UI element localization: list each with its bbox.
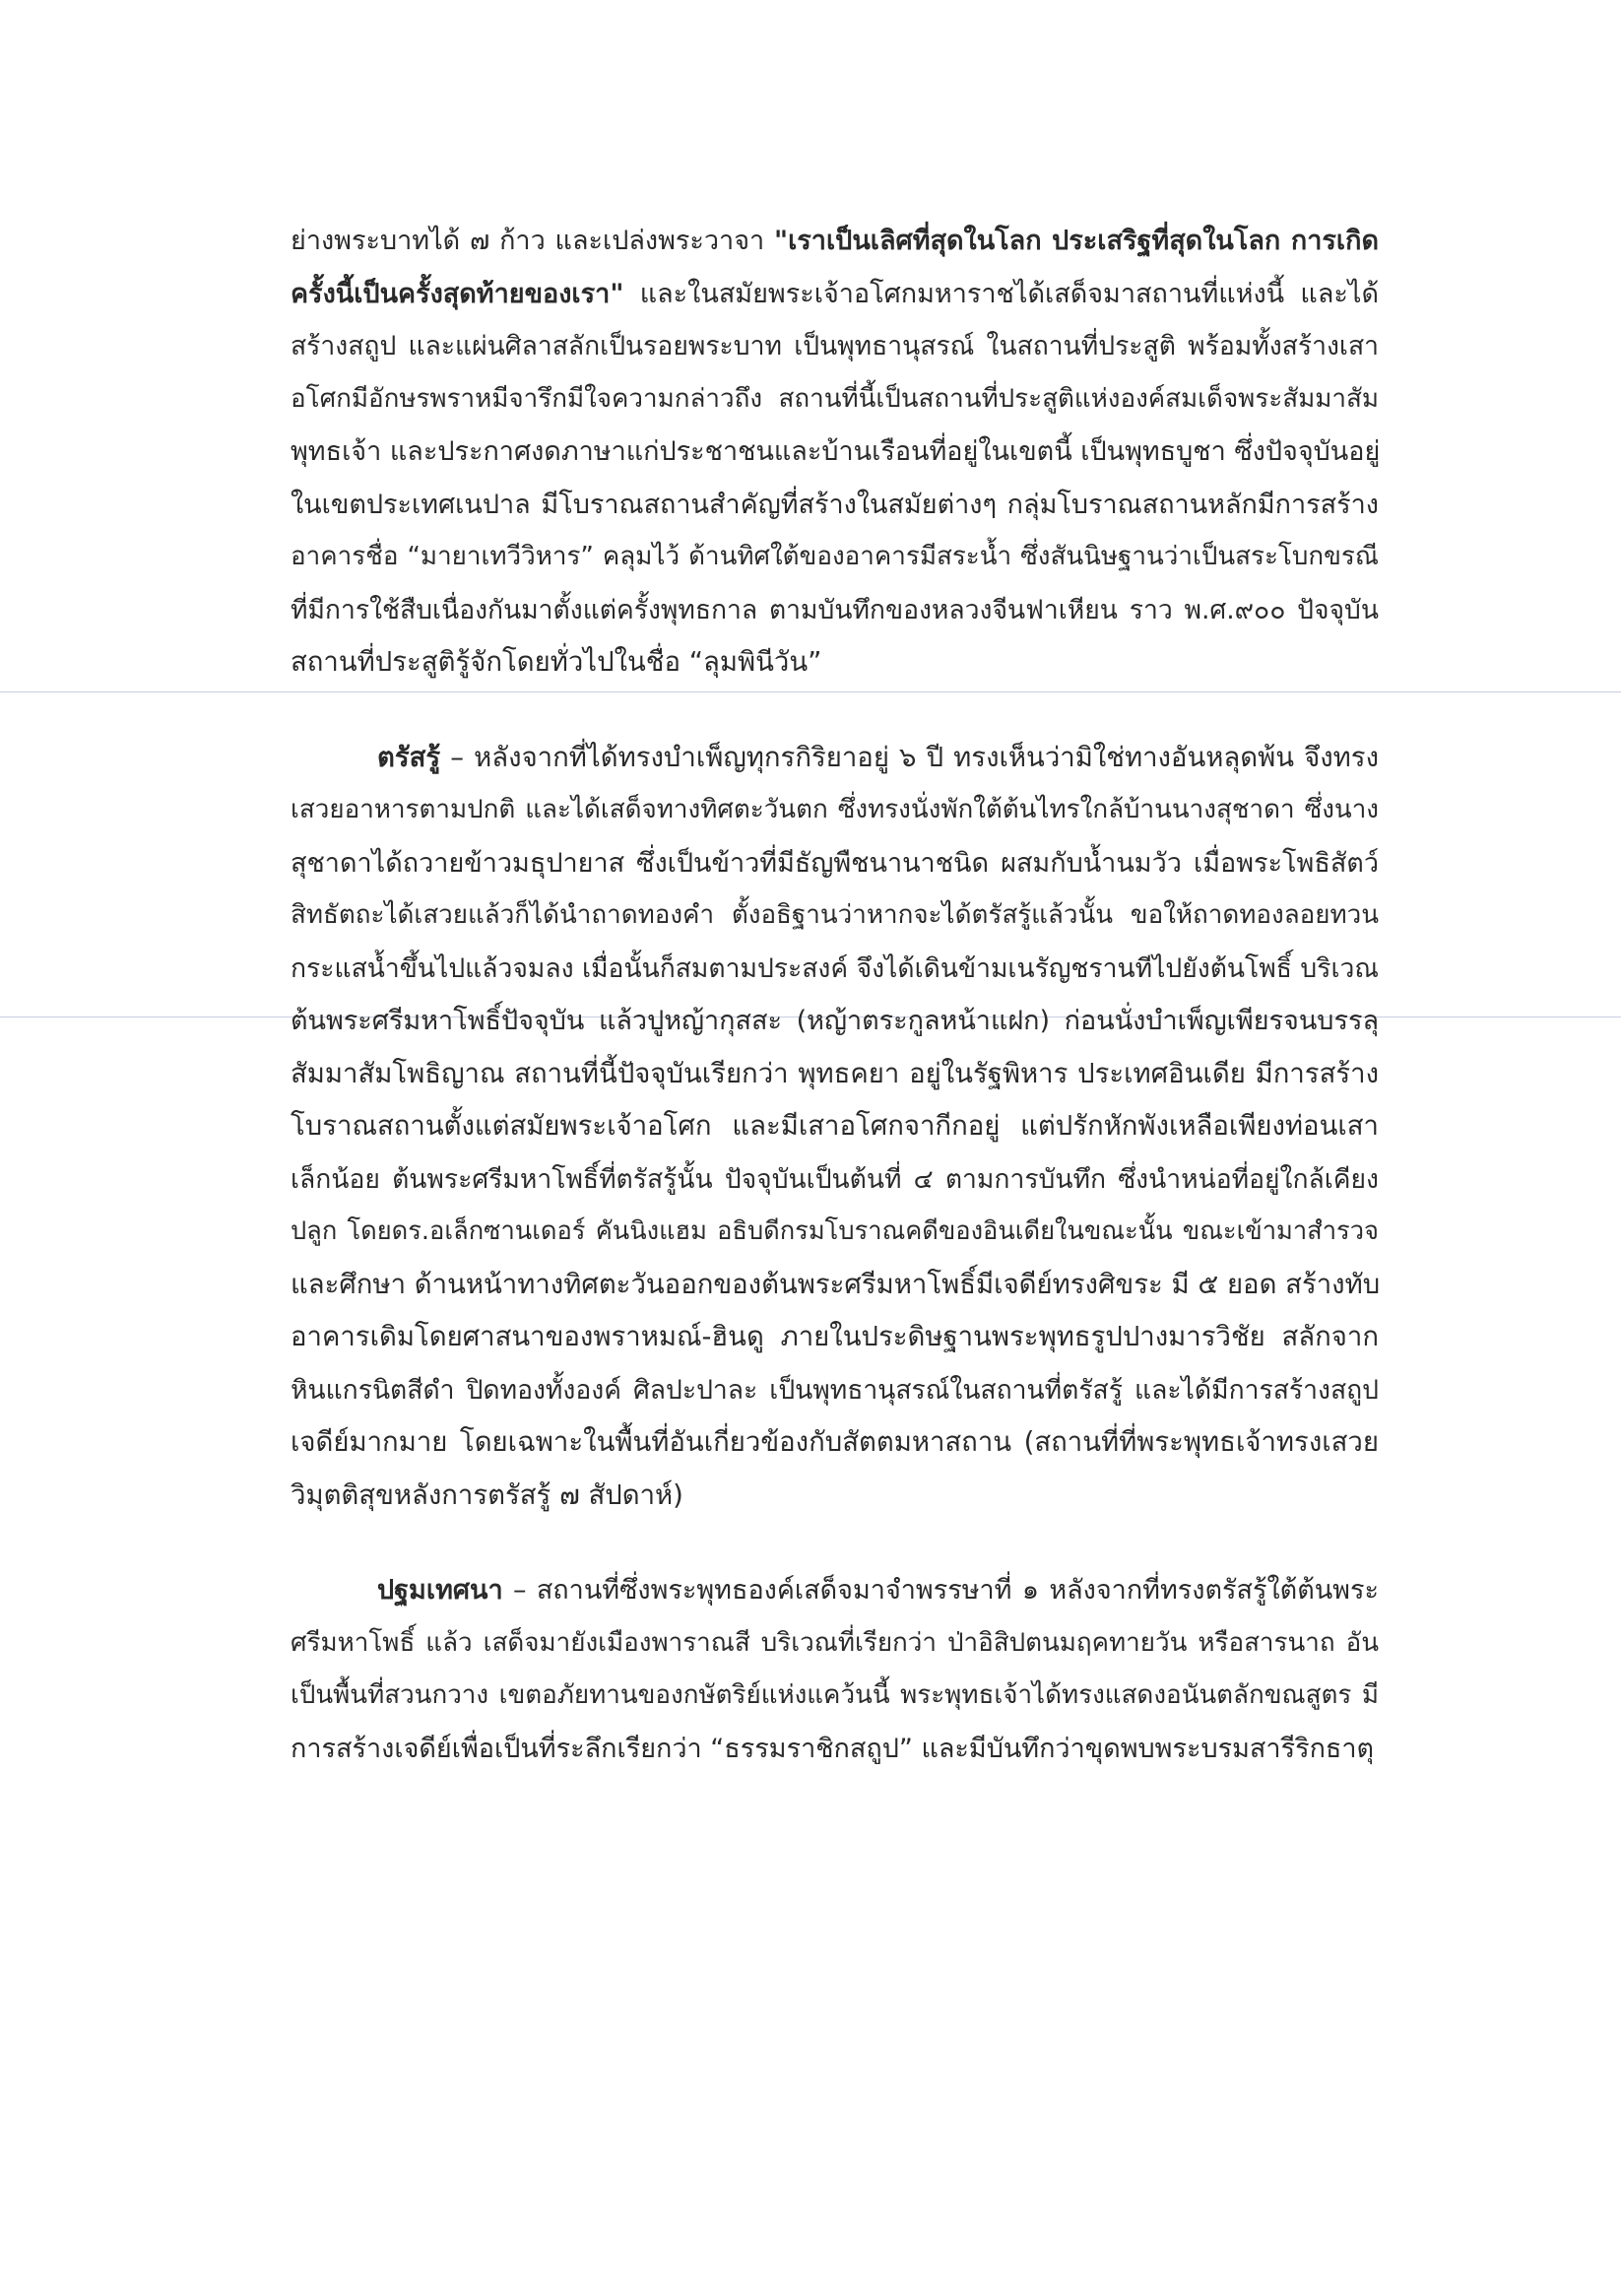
text-line [291, 215, 1379, 268]
text-run: เล็กน้อย ต้นพระศรีมหาโพธิ์ที่ตรัสรู้นั้น ปัจจุบันเป็นต้นที่ ๔ ตามการบันทึก ซึ่งนำหน่อที่อยู่ใกล้เคียง [291, 1163, 1379, 1195]
text-line [291, 1364, 1379, 1417]
text-run: หินแกรนิตสีดำ ปิดทองทั้งองค์ ศิลปะปาละ เป็นพุทธานุสรณ์ในสถานที่ตรัสรู้ และได้มีการสร้างสถูป [291, 1374, 1379, 1406]
paragraph [291, 732, 1379, 1523]
text-run: สถานที่ประสูติรู้จักโดยทั่วไปในชื่อ “ลุมพินีวัน” [291, 646, 822, 678]
text-line [291, 1100, 1379, 1153]
text-run: วิมุตติสุขหลังการตรัสรู้ ๗ สัปดาห์) [291, 1478, 683, 1511]
document-body [291, 215, 1379, 1775]
text-line [291, 995, 1379, 1048]
text-run: ปลูก โดยดร.อเล็กซานเดอร์ คันนิงแฮม อธิบดีกรมโบราณคดีของอินเดียในขณะนั้น ขณะเข้ามาสำรวจ [291, 1216, 1379, 1246]
text-line [291, 889, 1379, 943]
text-line [291, 1048, 1379, 1101]
text-run: – หลังจากที่ได้ทรงบำเพ็ญทุกรกิริยาอยู่ ๖ ปี ทรงเห็นว่ามิใช่ทางอันหลุดพ้น จึงทรง [440, 741, 1379, 773]
text-line [291, 1617, 1379, 1671]
text-run: ศรีมหาโพธิ์ แล้ว เสด็จมายังเมืองพาราณสี บริเวณที่เรียกว่า ป่าอิสิปตนมฤคทายวัน หรือสารนาถ อัน [291, 1627, 1379, 1658]
text-line [291, 1259, 1379, 1312]
text-line [291, 426, 1379, 479]
paragraph [291, 215, 1379, 689]
bold-text: ครั้งนี้เป็นครั้งสุดท้ายของเรา" [291, 278, 624, 309]
text-run: – สถานที่ซึ่งพระพุทธองค์เสด็จมาจำพรรษาที่ ๑ หลังจากที่ทรงตรัสรู้ใต้ต้นพระ [502, 1575, 1379, 1606]
text-line [291, 268, 1379, 321]
text-run: โบราณสถานตั้งแต่สมัยพระเจ้าอโศก และมีเสาอโศกจากีกอยู่ แต่ปรักหักพังเหลือเพียงท่อนเสา [291, 1110, 1379, 1142]
text-run: อาคารเดิมโดยศาสนาของพราหมณ์-ฮินดู ภายในประดิษฐานพระพุทธรูปปางมารวิชัย สลักจาก [291, 1321, 1379, 1352]
text-run: และในสมัยพระเจ้าอโศกมหาราชได้เสด็จมาสถานที่แห่งนี้ และได้ [623, 278, 1379, 309]
text-line [291, 732, 1379, 785]
text-line [291, 1670, 1379, 1723]
text-run: พุทธเจ้า และประกาศงดภาษาแก่ประชาชนและบ้านเรือนที่อยู่ในเขตนี้ เป็นพุทธบูชา ซึ่งปัจจุบันอยู่ [291, 436, 1381, 467]
bold-text: "เราเป็นเลิศที่สุดในโลก ประเสริฐที่สุดในโลก การเกิด [774, 226, 1379, 256]
text-line [291, 1206, 1379, 1259]
text-line [291, 1564, 1379, 1617]
text-line [291, 837, 1379, 890]
text-line [291, 636, 1379, 689]
text-run: ในเขตประเทศเนปาล มีโบราณสถานสำคัญที่สร้างในสมัยต่างๆ กลุ่มโบราณสถานหลักมีการสร้าง [291, 489, 1379, 520]
text-run: เจดีย์มากมาย โดยเฉพาะในพื้นที่อันเกี่ยวข้องกับสัตตมหาสถาน (สถานที่ที่พระพุทธเจ้าทรงเสวย [291, 1426, 1379, 1458]
text-run: อาคารชื่อ “มายาเทวีวิหาร” คลุมไว้ ด้านทิศใต้ของอาคารมีสระน้ำ ซึ่งสันนิษฐานว่าเป็นสระโบกขรณี [291, 542, 1379, 571]
text-run: เสวยอาหารตามปกติ และได้เสด็จทางทิศตะวันตก ซึ่งทรงนั่งพักใต้ต้นไทรใกล้บ้านนางสุชาดา ซึ่งนาง [291, 795, 1379, 824]
paragraph-gap [291, 689, 1379, 732]
text-line [291, 1153, 1379, 1207]
text-run: กระแสน้ำขึ้นไปแล้วจมลง เมื่อนั้นก็สมตามประสงค์ จึงได้เดินข้ามเนรัญชรานทีไปยังต้นโพธิ์ บริเวณ [291, 952, 1379, 984]
bold-text: ตรัสรู้ [377, 741, 441, 773]
text-run: อโศกมีอักษรพราหมีจารึกมีใจความกล่าวถึง สถานที่นี้เป็นสถานที่ประสูติแห่งองค์สมเด็จพระสัมมาสัม [291, 383, 1379, 414]
text-line [291, 531, 1379, 584]
text-run: เป็นพื้นที่สวนกวาง เขตอภัยทานของกษัตริย์แห่งแคว้นนี้ พระพุทธเจ้าได้ทรงแสดงอนันตลักขณสูตร มี [291, 1680, 1379, 1710]
text-run: สิทธัตถะได้เสวยแล้วก็ได้นำถาดทองคำ ตั้งอธิฐานว่าหากจะได้ตรัสรู้แล้วนั้น ขอให้ถาดทองลอยทวน [291, 900, 1379, 930]
text-line [291, 373, 1379, 426]
text-run: ย่างพระบาทได้ ๗ ก้าว และเปล่งพระวาจา [291, 226, 774, 256]
text-run: การสร้างเจดีย์เพื่อเป็นที่ระลึกเรียกว่า “ธรรมราชิกสถูป” และมีบันทึกว่าขุดพบพระบรมสารีริกธาตุ [291, 1733, 1375, 1764]
text-run: ที่มีการใช้สืบเนื่องกันมาตั้งแต่ครั้งพุทธกาล ตามบันทึกของหลวงจีนฟาเหียน ราว พ.ศ.๙๐๐ ปัจจุบัน [291, 594, 1379, 625]
text-line [291, 1311, 1379, 1364]
text-run: สัมมาสัมโพธิญาณ สถานที่นี้ปัจจุบันเรียกว่า พุทธคยา อยู่ในรัฐพิหาร ประเทศอินเดีย มีการสร้าง [291, 1057, 1379, 1089]
text-line [291, 784, 1379, 837]
text-line [291, 1723, 1379, 1776]
text-line [291, 943, 1379, 996]
text-line [291, 1470, 1379, 1523]
bold-text: ปฐมเทศนา [377, 1575, 503, 1606]
paragraph [291, 1564, 1379, 1775]
text-run: สร้างสถูป และแผ่นศิลาสลักเป็นรอยพระบาท เป็นพุทธานุสรณ์ ในสถานที่ประสูติ พร้อมทั้งสร้างเสา [291, 331, 1379, 361]
text-line [291, 584, 1379, 637]
text-line [291, 479, 1379, 532]
text-line [291, 1416, 1379, 1470]
text-run: สุชาดาได้ถวายข้าวมธุปายาส ซึ่งเป็นข้าวที่มีธัญพืชนานาชนิด ผสมกับน้ำนมวัว เมื่อพระโพธิสัตว์ [291, 847, 1379, 879]
text-line [291, 320, 1379, 373]
paragraph-gap [291, 1522, 1379, 1564]
text-run: และศึกษา ด้านหน้าทางทิศตะวันออกของต้นพระศรีมหาโพธิ์มีเจดีย์ทรงศิขระ มี ๕ ยอด สร้างทับ [291, 1268, 1381, 1300]
text-run: ต้นพระศรีมหาโพธิ์ปัจจุบัน แล้วปูหญ้ากุสสะ (หญ้าตระกูลหน้าแฝก) ก่อนนั่งบำเพ็ญเพียรจนบรรลุ [291, 1006, 1379, 1036]
